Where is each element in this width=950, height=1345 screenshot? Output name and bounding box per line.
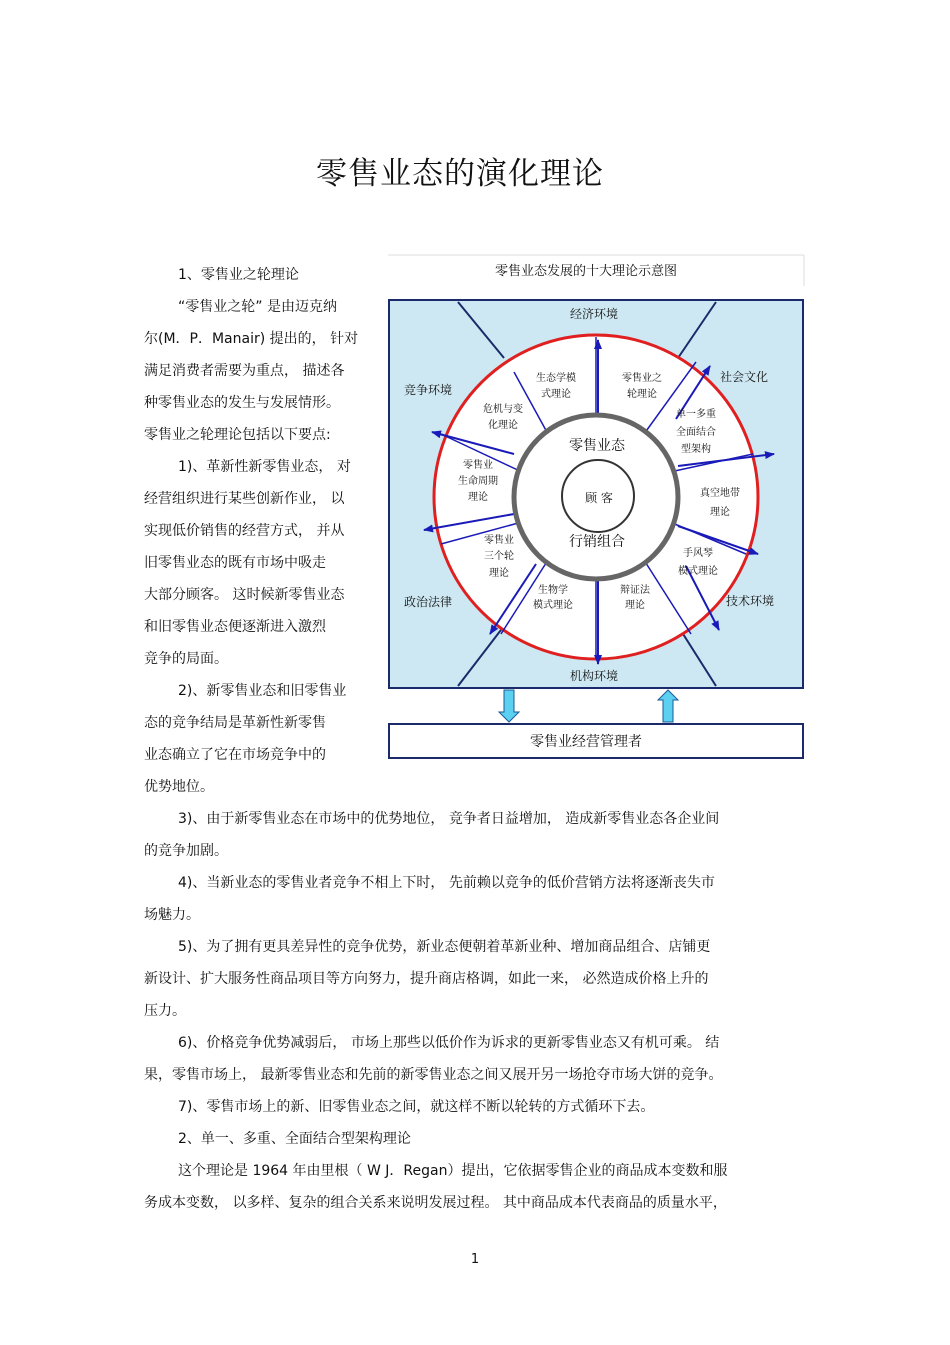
theory-label: 化理论 bbox=[488, 420, 518, 431]
theory-label: 危机与变 bbox=[483, 404, 523, 415]
text-line: 业态确立了它在市场竞争中的 bbox=[144, 747, 326, 763]
theory-label: 零售业之 bbox=[622, 373, 662, 384]
theory-diagram bbox=[386, 254, 806, 762]
theory-label: 式理论 bbox=[541, 389, 571, 400]
manager-label: 零售业经营管理者 bbox=[530, 734, 642, 750]
text-line: 和旧零售业态便逐渐进入激烈 bbox=[144, 619, 326, 635]
text-line: “零售业之轮” 是由迈克纳 bbox=[178, 299, 337, 315]
theory-label: 单一多重 bbox=[676, 409, 716, 420]
text-line: 满足消费者需要为重点， 描述各 bbox=[144, 363, 345, 379]
text-line: 务成本变数， 以多样、复杂的组合关系来说明发展过程。 其中商品成本代表商品的质量水平， bbox=[144, 1195, 727, 1211]
text-line: 尔(M．P．Manair) 提出的， 针对 bbox=[144, 331, 359, 347]
down-arrow-icon bbox=[499, 690, 519, 722]
text-line: 果，零售市场上， 最新零售业态和先前的新零售业态之间又展开另一场抢夺市场大饼的竞争。 bbox=[144, 1067, 723, 1083]
theory-label: 理论 bbox=[625, 600, 645, 611]
theory-label: 型架构 bbox=[681, 444, 711, 455]
text-line: 4)、当新业态的零售业者竞争不相上下时， 先前赖以竞争的低价营销方法将逐渐丧失市 bbox=[178, 875, 715, 891]
environment-label: 社会文化 bbox=[719, 370, 769, 384]
theory-label: 全面结合 bbox=[676, 427, 716, 438]
retail-format-label: 零售业态 bbox=[569, 438, 625, 454]
theory-label: 生态学模 bbox=[536, 373, 576, 384]
environment-label: 政治法律 bbox=[403, 595, 453, 609]
text-line: 压力。 bbox=[144, 1003, 186, 1019]
environment-label: 经济环境 bbox=[569, 307, 619, 321]
up-arrow-icon bbox=[658, 690, 678, 722]
theory-label: 模式理论 bbox=[533, 600, 573, 611]
text-line: 旧零售业态的既有市场中吸走 bbox=[144, 555, 326, 571]
text-line: 1、零售业之轮理论 bbox=[178, 267, 299, 283]
text-line: 实现低价销售的经营方式， 并从 bbox=[144, 523, 345, 539]
environment-label: 技术环境 bbox=[725, 594, 775, 608]
marketing-mix-label: 行销组合 bbox=[569, 534, 625, 550]
text-line: 3)、由于新零售业态在市场中的优势地位， 竞争者日益增加， 造成新零售业态各企业间 bbox=[178, 811, 720, 827]
text-line: 6)、价格竞争优势减弱后， 市场上那些以低价作为诉求的更新零售业态又有机可乘。 结 bbox=[178, 1035, 720, 1051]
theory-label: 理论 bbox=[468, 492, 488, 503]
text-line: 5)、为了拥有更具差异性的竞争优势，新业态便朝着革新业种、增加商品组合、店铺更 bbox=[178, 939, 711, 955]
theory-label: 生物学 bbox=[538, 585, 568, 596]
text-line: 经营组织进行某些创新作业， 以 bbox=[144, 491, 345, 507]
theory-label: 理论 bbox=[710, 507, 730, 518]
text-line: 场魅力。 bbox=[144, 907, 200, 923]
theory-label: 零售业 bbox=[463, 460, 493, 471]
text-line: 大部分顾客。 这时候新零售业态 bbox=[144, 587, 345, 603]
text-line: 竞争的局面。 bbox=[144, 651, 228, 667]
diagram-header: 零售业态发展的十大理论示意图 bbox=[494, 264, 678, 279]
theory-label: 三个轮 bbox=[484, 551, 514, 562]
theory-label: 真空地带 bbox=[700, 488, 740, 499]
theory-label: 生命周期 bbox=[458, 476, 498, 487]
page-number: 1 bbox=[470, 1252, 480, 1267]
text-line: 2、单一、多重、全面结合型架构理论 bbox=[178, 1131, 411, 1147]
text-line: 1)、革新性新零售业态， 对 bbox=[178, 459, 351, 475]
theory-label: 轮理论 bbox=[627, 389, 657, 400]
text-line: 零售业之轮理论包括以下要点: bbox=[144, 427, 331, 443]
text-line: 态的竞争结局是革新性新零售 bbox=[144, 715, 326, 731]
theory-label: 零售业 bbox=[484, 535, 514, 546]
text-line: 新设计、扩大服务性商品项目等方向努力，提升商店格调，如此一来， 必然造成价格上升的 bbox=[144, 971, 709, 987]
theory-label: 模式理论 bbox=[678, 566, 718, 577]
text-line: 种零售业态的发生与发展情形。 bbox=[144, 395, 340, 411]
customer-label: 顾 客 bbox=[585, 491, 613, 505]
text-line: 这个理论是 1964 年由里根（ W J．Regan）提出，它依据零售企业的商品成本变数和服 bbox=[178, 1163, 728, 1179]
theory-label: 辩证法 bbox=[620, 585, 650, 596]
text-line: 7)、零售市场上的新、旧零售业态之间，就这样不断以轮转的方式循环下去。 bbox=[178, 1099, 655, 1115]
text-line: 的竞争加剧。 bbox=[144, 843, 228, 859]
environment-label: 机构环境 bbox=[569, 669, 619, 683]
text-line: 优势地位。 bbox=[144, 779, 214, 795]
environment-label: 竞争环境 bbox=[403, 383, 453, 397]
theory-label: 理论 bbox=[489, 568, 509, 579]
text-line: 2)、新零售业态和旧零售业 bbox=[178, 683, 347, 699]
theory-label: 手风琴 bbox=[683, 548, 713, 559]
page-title: 零售业态的演化理论 bbox=[316, 156, 604, 192]
